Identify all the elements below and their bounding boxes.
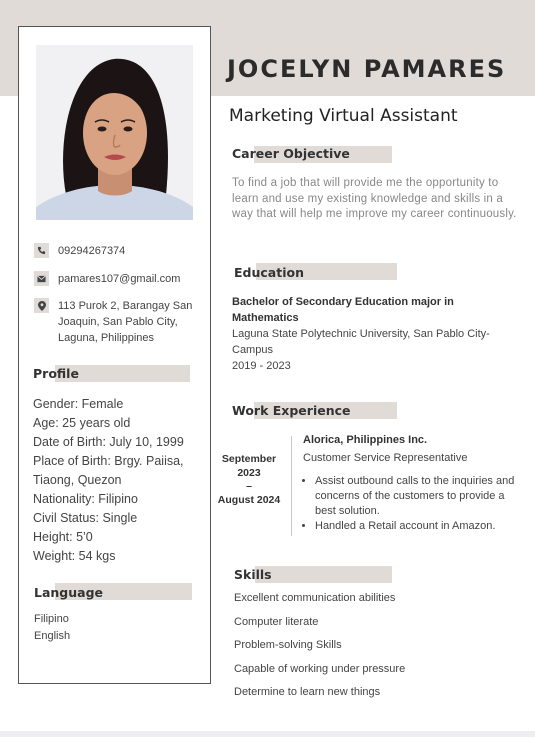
language-item: Filipino: [34, 613, 69, 625]
education-years: 2019 - 2023: [232, 360, 291, 372]
work-company: Alorica, Philippines Inc.: [303, 434, 428, 446]
language-heading: Language: [34, 585, 104, 600]
work-bullets: [303, 474, 523, 534]
bottom-strip: [0, 731, 535, 737]
email-address: pamares107@gmail.com: [58, 273, 181, 285]
home-address: 113 Purok 2, Barangay San Joaquin, San Pablo City, Laguna, Philippines: [58, 300, 193, 344]
person-name: JOCELYN PAMARES: [227, 55, 507, 83]
work-dates: [215, 453, 283, 507]
contact-email: [34, 271, 180, 287]
work-bullet: • Handled a Retail account in Amazon.: [315, 519, 523, 534]
location-pin-icon: [34, 298, 49, 313]
profile-item: Civil Status: Single: [33, 511, 138, 525]
contact-phone: [34, 243, 125, 259]
work-date-end: August 2024: [217, 493, 281, 506]
phone-icon: [34, 243, 49, 258]
profile-item: Date of Birth: July 10, 1999: [33, 435, 184, 449]
contact-address: [34, 298, 202, 346]
skill-item: Determine to learn new things: [234, 686, 381, 698]
education-entry: [232, 294, 492, 374]
profile-item: Weight: 54 kgs: [33, 549, 116, 563]
profile-item: Nationality: Filipino: [33, 492, 138, 506]
skill-item: Problem-solving Skills: [234, 639, 342, 651]
envelope-icon: [34, 271, 49, 286]
work-bullet: • Assist outbound calls to the inquiries and concerns of the customers to provide a best solution.: [315, 474, 523, 519]
education-degree: Bachelor of Secondary Education major in Mathematics: [232, 296, 454, 324]
skills-heading-bar: [255, 566, 392, 583]
work-entry: [303, 433, 523, 534]
portrait-illustration: [36, 45, 193, 220]
work-heading: Work Experience: [232, 403, 351, 418]
job-title: Marketing Virtual Assistant: [229, 106, 458, 126]
work-date-dash: –: [246, 480, 252, 492]
profile-list: [33, 395, 184, 566]
language-list: [34, 611, 70, 644]
profile-item: Age: 25 years old: [33, 416, 131, 430]
skill-item: Excellent communication abilities: [234, 592, 396, 604]
profile-item: Tiaong, Quezon: [33, 473, 122, 487]
profile-item: Gender: Female: [33, 397, 124, 411]
objective-heading: Career Objective: [232, 146, 350, 161]
profile-heading: Profile: [33, 366, 79, 381]
profile-item: Height: 5’0: [33, 530, 93, 544]
phone-number: 09294267374: [58, 245, 126, 257]
skill-item: Capable of working under pressure: [234, 662, 406, 675]
skill-item: Computer literate: [234, 615, 319, 628]
skills-heading: Skills: [234, 567, 272, 582]
profile-item: Place of Birth: Brgy. Paiisa,: [33, 454, 184, 468]
education-heading: Education: [234, 265, 304, 280]
education-school: Laguna State Polytechnic University, San Pablo City-Campus: [232, 328, 490, 356]
work-timeline-divider: [291, 436, 292, 536]
objective-text: To find a job that will provide me the opportunity to learn and use my existing knowledge and skills in a way that will help me improve my career continuously.: [232, 177, 517, 220]
profile-photo: [36, 45, 193, 220]
language-item: English: [34, 629, 71, 642]
work-role: Customer Service Representative: [303, 452, 468, 464]
skills-list: [234, 592, 405, 710]
work-date-start: September 2023: [221, 453, 277, 479]
